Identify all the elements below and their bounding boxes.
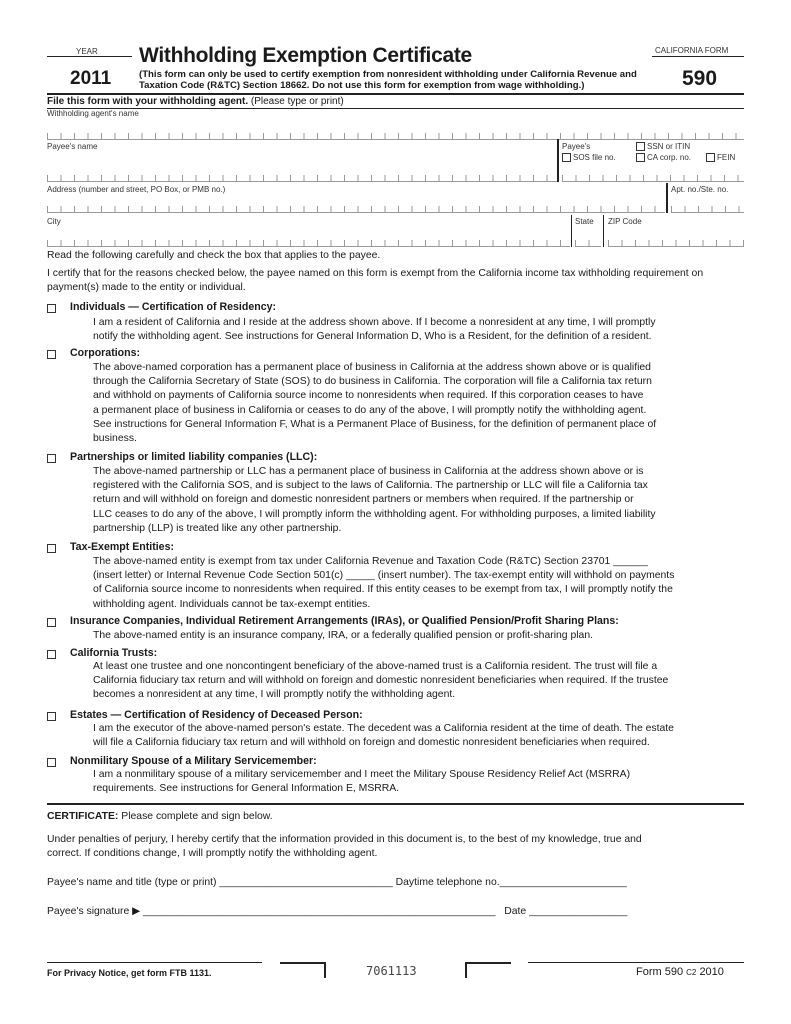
tax-exempt-line: (insert letter) or Internal Revenue Code Section 501(c) _____ (insert number). The tax-exempt entity will withhold on payments xyxy=(93,570,675,582)
year-value: 2011 xyxy=(70,68,112,89)
zip-label: ZIP Code xyxy=(608,217,642,226)
city-input[interactable] xyxy=(47,240,570,247)
payee-name-input[interactable] xyxy=(47,175,557,182)
trusts-line: becomes a nonresident at any time, I will promptly notify the withholding agent. xyxy=(93,689,456,701)
individuals-line: notify the withholding agent. See instructions for General Information D, Who is a Resident, for the definition of a resident. xyxy=(93,331,652,343)
trusts-line: California fiduciary tax return and will withhold on foreign and domestic nonresident beneficiaries when required. If the trustee xyxy=(93,675,669,687)
military-spouse-body xyxy=(93,768,733,796)
fein-option[interactable] xyxy=(706,153,735,162)
partnerships-checkbox[interactable] xyxy=(47,454,56,463)
ca-corp-option[interactable] xyxy=(636,153,691,162)
corporations-line: business. xyxy=(93,433,137,445)
perjury-statement xyxy=(47,833,747,861)
estates-line: will file a California fiduciary tax return and will withhold on foreign and domestic nonresident beneficiaries when required. xyxy=(93,737,650,749)
state-divider xyxy=(571,215,572,247)
zip-input[interactable] xyxy=(608,240,744,247)
file-instruction-rule xyxy=(47,108,744,109)
individuals-line: I am a resident of California and I reside at the address shown above. If I become a nonresident at any time, I will promptly xyxy=(93,317,656,328)
form-code: 7061113 xyxy=(366,964,417,978)
form-label-underline xyxy=(652,56,744,57)
corporations-line: through the California Secretary of State (SOS) to do business in California. The corporation will file a California tax return xyxy=(93,376,652,388)
partnerships-title: Partnerships or limited liability companies (LLC): xyxy=(70,451,318,463)
signature-row xyxy=(47,905,627,919)
name-title-label: Payee's name and title (type or print) xyxy=(47,877,217,888)
corporations-line: See instructions for General Information F, What is a Permanent Place of Business, for the definition of permanent place of xyxy=(93,418,657,430)
corporations-line: a permanent place of business in California or ceases to do any of the above, I will promptly notify the withholding agent. xyxy=(93,404,647,416)
corporations-title: Corporations: xyxy=(70,347,141,359)
privacy-notice: For Privacy Notice, get form FTB 1131. xyxy=(47,968,212,978)
ssn-option[interactable] xyxy=(636,142,690,151)
date-label: Date xyxy=(504,906,527,917)
payee-id-label: Payee's xyxy=(562,142,591,151)
apt-label: Apt. no./Ste. no. xyxy=(671,185,729,194)
form-note: (This form can only be used to certify exemption from nonresident withholding under California Revenue and Taxation Code (R&TC) Section 18662. Do not use this form for exemption from wage withholding.) xyxy=(139,69,637,91)
insurance-body xyxy=(93,629,733,643)
scan-mark-right-side xyxy=(465,962,467,978)
signature-field[interactable]: _____________________________________________________________ xyxy=(143,906,496,917)
certificate-heading xyxy=(47,810,273,824)
corporations-line: The above-named corporation has a permanent place of business in California at the address shown above or is qualified xyxy=(93,362,651,373)
corporations-body xyxy=(93,361,733,446)
scan-mark-right-top xyxy=(465,962,511,964)
payee-name-label: Payee's name xyxy=(47,142,98,151)
ca-corp-label: CA corp. no. xyxy=(647,153,692,162)
trusts-checkbox[interactable] xyxy=(47,650,56,659)
tax-exempt-line: The above-named entity is exempt from tax under California Revenue and Taxation Code (R&TC) Section 23701 ______ xyxy=(93,556,648,567)
year-underline xyxy=(47,56,132,57)
partnerships-line: partnership (LLP) is treated like any other partnership. xyxy=(93,522,342,534)
address-label: Address (number and street, PO Box, or PMB no.) xyxy=(47,185,226,194)
name-title-row xyxy=(47,876,627,890)
tax-exempt-body xyxy=(93,555,733,612)
apt-input[interactable] xyxy=(671,206,744,213)
insurance-line: The above-named entity is an insurance company, IRA, or a federally qualified pension or profit-sharing plan. xyxy=(93,630,593,641)
file-instruction-note: (Please type or print) xyxy=(250,96,344,107)
signature-label: Payee's signature ▶ xyxy=(47,906,141,917)
corporations-line: and withhold on payments of California source income to nonresidents when required. If this corporation ceases to have xyxy=(93,390,644,402)
military-spouse-title: Nonmilitary Spouse of a Military Servicemember: xyxy=(70,755,317,767)
form-rev: C2 xyxy=(686,968,697,977)
partnerships-body xyxy=(93,465,733,536)
state-label: State xyxy=(575,217,594,226)
file-instruction-bold: File this form with your withholding agent. xyxy=(47,96,249,107)
individuals-checkbox[interactable] xyxy=(47,304,56,313)
payee-id-input[interactable] xyxy=(562,175,744,182)
form-reference xyxy=(636,966,724,978)
form-number: 590 xyxy=(682,67,718,90)
payee-divider xyxy=(557,139,559,182)
certificate-label: CERTIFICATE: xyxy=(47,811,119,822)
form-label: CALIFORNIA FORM xyxy=(655,46,729,55)
fein-label: FEIN xyxy=(717,153,736,162)
certificate-rule xyxy=(47,803,744,805)
form-ref-label: Form 590 xyxy=(636,966,684,978)
military-spouse-checkbox[interactable] xyxy=(47,758,56,767)
address-input[interactable] xyxy=(47,206,665,213)
military-spouse-line: I am a nonmilitary spouse of a military servicemember and I meet the Military Spouse Residency Relief Act (MSRRA) xyxy=(93,769,631,780)
partnerships-line: The above-named partnership or LLC has a permanent place of business in California at the address shown above or is xyxy=(93,466,644,477)
ca-corp-checkbox[interactable] xyxy=(636,153,645,162)
agent-name-input[interactable] xyxy=(47,133,744,140)
apt-divider xyxy=(666,183,668,213)
perjury-line: correct. If conditions change, I will promptly notify the withholding agent. xyxy=(47,848,378,859)
individuals-title: Individuals — Certification of Residency: xyxy=(70,301,277,313)
tax-exempt-checkbox[interactable] xyxy=(47,544,56,553)
date-field[interactable]: _________________ xyxy=(529,906,628,917)
certificate-instruction: Please complete and sign below. xyxy=(121,811,273,822)
header-rule xyxy=(47,93,744,95)
read-instruction: Read the following carefully and check the box that applies to the payee. xyxy=(47,250,381,261)
file-instruction xyxy=(47,96,344,107)
form-year: 2010 xyxy=(699,966,724,978)
insurance-title: Insurance Companies, Individual Retirement Arrangements (IRAs), or Qualified Pension/Profit Sharing Plans: xyxy=(70,615,619,627)
zip-divider xyxy=(603,215,604,247)
name-title-field[interactable]: ______________________________ xyxy=(219,877,393,888)
corporations-checkbox[interactable] xyxy=(47,350,56,359)
individuals-body xyxy=(93,316,733,344)
tax-exempt-line: of California source income to nonresidents when required. If this entity ceases to be exempt from tax, I will promptly notify the xyxy=(93,584,673,596)
ssn-checkbox[interactable] xyxy=(636,142,645,151)
trusts-line: At least one trustee and one noncontingent beneficiary of the above-named trust is a California resident. The trust will file a xyxy=(93,661,658,672)
insurance-checkbox[interactable] xyxy=(47,618,56,627)
state-input[interactable] xyxy=(575,240,601,247)
city-label: City xyxy=(47,217,61,226)
ssn-label: SSN or ITIN xyxy=(647,142,691,151)
phone-label: Daytime telephone no. xyxy=(395,877,500,888)
estates-title: Estates — Certification of Residency of Deceased Person: xyxy=(70,709,363,721)
form-title: Withholding Exemption Certificate xyxy=(139,44,472,67)
footer-right-rule xyxy=(528,962,744,963)
year-label: YEAR xyxy=(76,47,98,56)
perjury-line: Under penalties of perjury, I hereby certify that the information provided in this document is, to the best of my knowledge, true and xyxy=(47,834,642,845)
fein-checkbox[interactable] xyxy=(706,153,715,162)
scan-mark-left-side xyxy=(324,962,326,978)
trusts-body xyxy=(93,660,733,703)
military-spouse-line: requirements. See instructions for General Information E, MSRRA. xyxy=(93,783,400,795)
tax-exempt-title: Tax-Exempt Entities: xyxy=(70,541,174,553)
tax-exempt-line: withholding agent. Individuals cannot be tax-exempt entities. xyxy=(93,598,371,610)
footer-left-rule xyxy=(47,962,262,963)
sos-label: SOS file no. xyxy=(573,153,616,162)
certify-statement: I certify that for the reasons checked below, the payee named on this form is exempt from the California income tax withholding requirement on payment(s) made to the entity or individual. xyxy=(47,268,704,293)
phone-field[interactable]: ______________________ xyxy=(499,877,627,888)
partnerships-line: registered with the California SOS, and is subject to the laws of California. The partnership or LLC will file a California tax xyxy=(93,480,648,492)
estates-line: I am the executor of the above-named person's estate. The decedent was a California resident at the time of death. The estate xyxy=(93,723,674,734)
partnerships-line: return and will withhold on foreign and domestic nonresident partners or members when required. If the partnership or xyxy=(93,494,634,506)
sos-option[interactable] xyxy=(562,153,616,162)
partnerships-line: LLC ceases to do any of the above, I will promptly inform the withholding agent. For withholding purposes, a limited liability xyxy=(93,508,656,520)
trusts-title: California Trusts: xyxy=(70,647,158,659)
agent-name-label: Withholding agent's name xyxy=(47,109,139,118)
estates-body xyxy=(93,722,733,750)
sos-checkbox[interactable] xyxy=(562,153,571,162)
estates-checkbox[interactable] xyxy=(47,712,56,721)
scan-mark-left-top xyxy=(280,962,326,964)
